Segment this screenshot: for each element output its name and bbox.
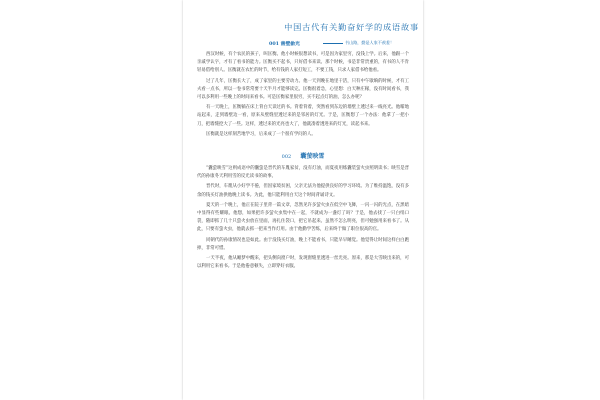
body-text (197, 51, 409, 273)
section-2-header (197, 143, 409, 162)
paragraph: 同朝代的孙康情况也是如此。由于没钱买灯油，晚上不能看书，只能早早睡觉。他觉得让时间这样白白跑掉，非常可惜。 (197, 237, 409, 251)
section-2-title: 囊萤映雪 (300, 153, 325, 161)
document-page (183, 0, 423, 400)
section-2-number: 002 (281, 154, 292, 161)
document-title: 中国古代有关勤奋好学的成语故事 (284, 22, 419, 32)
paragraph: 过了几年，匡衡长大了，成了家里的主要劳动力。他一天到晚在地里干活，只有中午歇晌的时候，才有工夫看一点书，所以一卷书常常要十天半月才能够读完。匡衡很着急，心里想：白天种庄稼，没有时间看书，我可以多利用一些晚上的时间来看书。可是匡衡家里很穷，买不起点灯的油，怎么办呢？ (197, 78, 409, 101)
paragraph: 夏天的一个晚上，他正在院子里背一篇文章，忽然见许多萤火虫在低空中飞舞，一闪一闪的光点，在黑暗中显得有些耀眼。他想，如果把许多萤火虫集中在一起，不就成为一盏灯了吗？于是，他去找了一只白绢口袋，随即抓了几十只萤火虫放在里面，再扎住袋口，把它吊起来。虽然不怎么明亮，但可勉强用来看书了。从此，只要有萤火虫，他就去抓一把来当作灯用。由于他勤学苦练，后来终于做了职位很高的官。 (197, 202, 409, 233)
paragraph: “囊萤映雪”这则成语中的囊萤是晋代的车胤家贫，没有灯油，而夏夜用练囊装萤火虫照明读书；映雪是晋代的孙康冬天利用雪的反光读书的故事。 (197, 166, 409, 180)
paragraph: 晋代时，车胤从小好学不倦，但因家境贫困，父亲无法为他提供良好的学习环境。为了维持温饱，没有多余的钱买灯油供他晚上读书。为此，他只能利用白天这个时间背诵诗文。 (197, 184, 409, 198)
section-1-note: 书山路，勤是人家不羡羞！ (345, 40, 395, 45)
paragraph: 匡衡就是这样刻苦地学习，后来成了一个很有学问的人。 (206, 131, 316, 137)
paragraph: 有一天晚上，匡衡躺在床上背白天读过的书。背着背着，突然看到东边的墙壁上透过来一线亮光。他嚯地站起来，走到墙壁边一看，原来从壁缝里透过来的是邻居的灯光。于是，匡衡想了一个办法：他拿了一把小刀，把墙缝挖大了一些。这样，透过来的光亮也大了，他就凑着透进来的灯光，读起书来。 (197, 105, 409, 127)
paragraph: 西汉时候，有个农民的孩子，叫匡衡。他小时候很想读书，可是因为家里穷，没钱上学。后来，他跟一个亲戚学认字，才有了看书的能力。匡衡买不起书，只好借书来读。那个时候，书是非常贵重的，有书的人不肯轻易借给别人。匡衡就在农忙的时节，给有钱的人家打短工，不要工钱，只求人家借书给他看。 (197, 52, 409, 74)
paragraph: 一天半夜，他从睡梦中醒来，把头侧向窗户时，发现窗缝里透进一丝光亮。原来，那是大雪映出来的，可以利用它来看书。于是他倦意顿失，立即穿好衣服。 (197, 256, 409, 270)
header-rule (323, 43, 343, 44)
section-1-header (269, 40, 419, 50)
section-1-number: 001 凿壁偷光 (269, 41, 300, 47)
